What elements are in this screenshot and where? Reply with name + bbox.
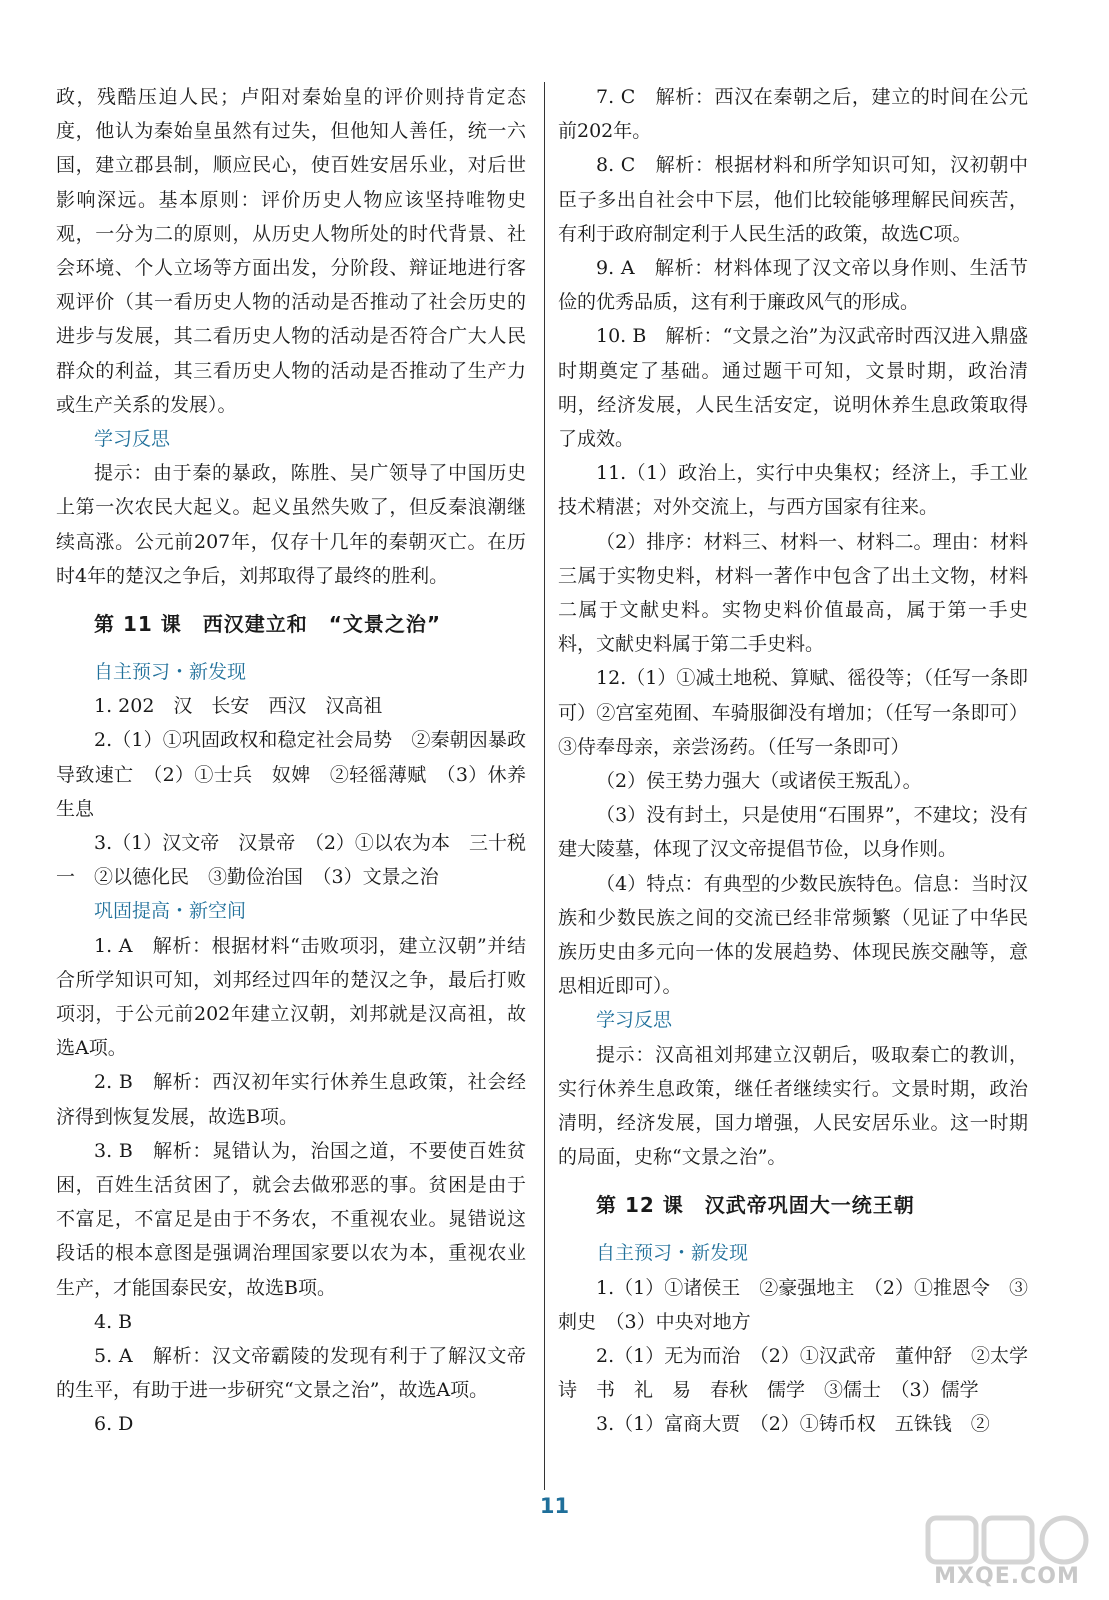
answer-paragraph: 5. A 解析：汉文帝霸陵的发现有利于了解汉文帝的生平，有助于进一步研究“文景之治”，故选A项。 [56,1345,526,1402]
section-heading: 巩固提高・新空间 [94,900,247,923]
answer-paragraph: （4）特点：有典型的少数民族特色。信息：当时汉族和少数民族之间的交流已经非常频繁（见证了中华民族历史由多元向一体的发展趋势、体现民族交融等，意思相近即可）。 [558,872,1028,998]
answer-paragraph: 3.（1）富商大贾 （2）①铸币权 五铢钱 ② [596,1413,990,1436]
answer-paragraph: 提示：汉高祖刘邦建立汉朝后，吸取秦亡的教训，实行休养生息政策，继任者继续实行。文景时期，政治清明，经济发展，国力增强，人民安居乐业。这一时期的局面，史称“文景之治”。 [558,1043,1028,1169]
section-heading: 自主预习・新发现 [596,1242,749,1265]
answer-paragraph: 6. D [94,1413,134,1436]
page-number: 11 [539,1494,570,1518]
answer-paragraph: （3）没有封土，只是使用“石围界”，不建坟；没有建大陵墓，体现了汉文帝提倡节俭，以身作则。 [558,804,1028,861]
answer-paragraph: 3. B 解析：晁错认为，治国之道，不要使百姓贫困，百姓生活贫困了，就会去做邪恶的事。贫困是由于不富足，不富足是由于不务农，不重视农业。晁错说这段话的根本意图是强调治理国家要以农为本，重视农业生产，才能国泰民安，故选B项。 [56,1139,526,1299]
section-heading: 自主预习・新发现 [94,661,247,684]
answer-paragraph: （2）排序：材料三、材料一、材料二。理由：材料三属于实物史料，材料一著作中包含了出土文物，材料二属于文献史料。实物史料价值最高，属于第一手史料，文献史料属于第二手史料。 [558,530,1028,656]
answer-paragraph: 8. C 解析：根据材料和所学知识可知，汉初朝中臣子多出自社会中下层，他们比较能够理解民间疾苦，有利于政府制定利于人民生活的政策，故选C项。 [558,154,1028,245]
answer-paragraph: 2.（1）①巩固政权和稳定社会局势 ②秦朝因暴政导致速亡 （2）①士兵 奴婢 ②轻徭薄赋 （3）休养生息 [56,729,526,820]
answer-paragraph: 提示：由于秦的暴政，陈胜、吴广领导了中国历史上第一次农民大起义。起义虽然失败了，但反秦浪潮继续高涨。公元前207年，仅存十几年的秦朝灭亡。在历时4年的楚汉之争后，刘邦取得了最终的胜利。 [56,462,526,587]
lesson-title: 第 12 课 汉武帝巩固大一统王朝 [596,1193,915,1218]
answer-paragraph: 2.（1）无为而治 （2）①汉武帝 董仲舒 ②太学 诗 书 礼 易 春秋 儒学 ③儒士 （3）儒学 [558,1345,1048,1402]
answer-paragraph: 12.（1）①减土地税、算赋、徭役等；（任写一条即可）②宫室苑囿、车骑服御没有增加；（任写一条即可）③侍奉母亲，亲尝汤药。（任写一条即可） [558,667,1028,758]
answer-paragraph: 10. B 解析：“文景之治”为汉武帝时西汉进入鼎盛时期奠定了基础。通过题干可知，文景时期，政治清明，经济发展，人民生活安定，说明休养生息政策取得了成效。 [558,325,1028,451]
left-column [56,80,526,1442]
answer-paragraph: 1. A 解析：根据材料“击败项羽，建立汉朝”并结合所学知识可知，刘邦经过四年的楚汉之争，最后打败项羽，于公元前202年建立汉朝，刘邦就是汉高祖，故选A项。 [56,934,526,1060]
answer-paragraph: 1. 202 汉 长安 西汉 汉高祖 [94,695,383,718]
section-heading: 学习反思 [596,1009,673,1032]
answer-paragraph: （2）侯王势力强大（或诸侯王叛乱）。 [596,770,922,793]
watermark-icon [922,1512,1092,1568]
answer-paragraph: 1.（1）①诸侯王 ②豪强地主 （2）①推恩令 ③刺史 （3）中央对地方 [558,1276,1028,1333]
answer-paragraph: 9. A 解析：材料体现了汉文帝以身作则、生活节俭的优秀品质，这有利于廉政风气的形成。 [558,257,1028,314]
answer-paragraph: 7. C 解析：西汉在秦朝之后，建立的时间在公元前202年。 [558,86,1028,143]
section-heading: 学习反思 [94,428,171,451]
watermark-logo [922,1512,1092,1590]
watermark-text: MXQE.COM [934,1564,1080,1589]
answer-paragraph: 3.（1）汉文帝 汉景帝 （2）①以农为本 三十税一 ②以德化民 ③勤俭治国 （3）文景之治 [56,832,526,889]
column-divider [544,82,545,1490]
right-column [558,80,1048,1442]
answer-paragraph: 2. B 解析：西汉初年实行休养生息政策，社会经济得到恢复发展，故选B项。 [56,1071,526,1128]
answer-paragraph: 11.（1）政治上，实行中央集权；经济上，手工业技术精湛；对外交流上，与西方国家有往来。 [558,462,1028,519]
answer-paragraph: 政，残酷压迫人民；卢阳对秦始皇的评价则持肯定态度，他认为秦始皇虽然有过失，但他知人善任，统一六国，建立郡县制，顺应民心，使百姓安居乐业，对后世影响深远。基本原则：评价历史人物应该坚持唯物史观，一分为二的原则，从历史人物所处的时代背景、社会环境、个人立场等方面出发，分阶段、辩证地进行客观评价（其一看历史人物的活动是否推动了社会历史的进步与发展，其二看历史人物的活动是否符合广大人民群众的利益，其三看历史人物的活动是否推动了生产力或生产关系的发展）。 [56,86,526,416]
answer-paragraph: 4. B [94,1310,133,1333]
lesson-title: 第 11 课 西汉建立和 “文景之治” [94,612,442,637]
